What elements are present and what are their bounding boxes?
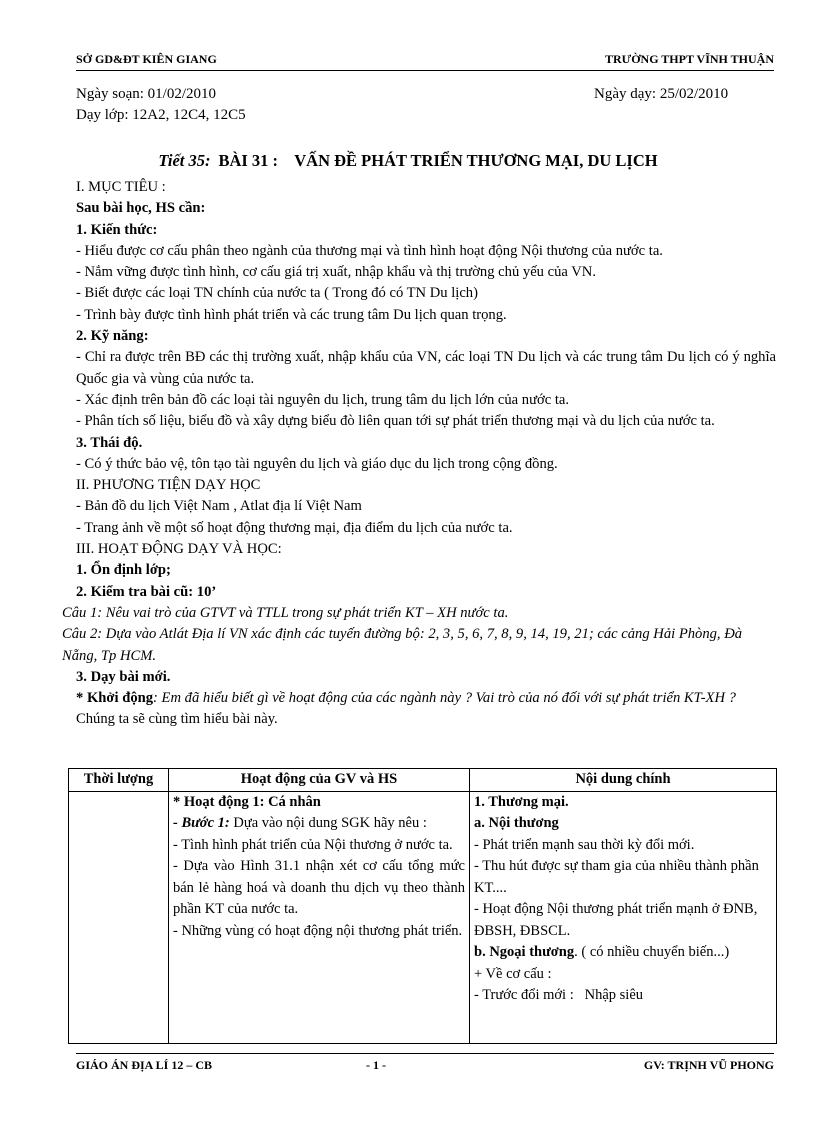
warmup-label: * Khởi động <box>76 690 154 707</box>
subheading: 2. Kiểm tra bài cũ: 10’ <box>76 583 217 600</box>
lesson-table <box>68 768 777 1044</box>
step-label: - Bước 1: <box>173 815 230 831</box>
content-item: - Thu hút được sự tham gia của nhiều thành phần KT.... <box>474 858 759 896</box>
content-item: - Trước đổi mới : Nhập siêu <box>474 987 644 1003</box>
table-header: Hoạt động của GV và HS <box>169 769 470 792</box>
table-row <box>69 791 777 1043</box>
list-item: - Hiểu được cơ cấu phân theo ngành của thương mại và tình hình hoạt động Nội thương của nước ta. <box>76 242 663 259</box>
header-school: TRƯỜNG THPT VĨNH THUẬN <box>604 52 774 66</box>
warmup-question: : Em đã hiểu biết gì về hoạt động của các ngành này ? Vai trò của nó đối với sự phát triển KT-XH ? <box>153 690 736 707</box>
question-1: Câu 1: Nêu vai trò của GTVT và TTLL trong sự phát triển KT – XH nước ta. <box>62 604 509 621</box>
warmup-rest: Chúng ta sẽ cùng tìm hiểu bài này. <box>76 711 278 728</box>
activity-item: - Tình hình phát triển của Nội thương ở nước ta. <box>173 836 453 853</box>
warmup-paragraph <box>76 688 776 731</box>
content-item: - Phát triển mạnh sau thời kỳ đổi mới. <box>474 836 695 853</box>
table-header: Nội dung chính <box>470 769 777 792</box>
table-header: Thời lượng <box>69 769 169 792</box>
subheading: 1. Ổn định lớp; <box>76 562 171 579</box>
content-subheading: b. Ngoại thương <box>474 944 575 960</box>
list-item: - Biết được các loại TN chính của nước ta ( Trong đó có TN Du lịch) <box>76 285 478 302</box>
lesson-body <box>62 177 776 731</box>
activity-step <box>173 813 465 835</box>
activity-item: - Dựa vào Hình 31.1 nhận xét cơ cấu tổng mức bán lẻ hàng hoá và doanh thu dịch vụ theo thành phần KT của nước ta. <box>173 858 465 917</box>
subheading: 3. Thái độ. <box>76 434 143 451</box>
lesson-number: Tiết 35: <box>158 151 211 170</box>
list-item: - Phân tích số liệu, biểu đồ và xây dựng biểu đò liên quan tới sự phát triển thương mại và du lịch của nước ta. <box>76 413 715 430</box>
page-footer <box>76 1053 774 1072</box>
header-department: SỞ GD&ĐT KIÊN GIANG <box>76 52 217 66</box>
content-item: + Về cơ cấu : <box>474 965 552 982</box>
content-subheading-row <box>474 942 772 964</box>
page-number: - 1 - <box>366 1058 386 1072</box>
ngay-day: Ngày dạy: 25/02/2010 <box>594 86 729 102</box>
table-cell-duration <box>69 791 169 1043</box>
list-item: - Có ý thức bảo vệ, tôn tạo tài nguyên du lịch và giáo dục du lịch trong cộng đồng. <box>76 455 558 472</box>
list-item: - Bản đồ du lịch Việt Nam , Atlat địa lí Việt Nam <box>76 498 362 515</box>
section-heading: III. HOẠT ĐỘNG DẠY VÀ HỌC: <box>76 541 282 558</box>
table-cell-content <box>470 791 777 1043</box>
list-item: - Trình bày được tình hình phát triển và các trung tâm Du lịch quan trọng. <box>76 306 507 323</box>
step-text: Dựa vào nội dung SGK hãy nêu : <box>229 815 427 831</box>
day-lop: Dạy lớp: 12A2, 12C4, 12C5 <box>76 107 246 123</box>
content-item: - Hoạt động Nội thương phát triển mạnh ở ĐNB, ĐBSH, ĐBSCL. <box>474 901 758 939</box>
list-item: - Xác định trên bản đồ các loại tài nguyên du lịch, trung tâm du lịch lớn của nước ta. <box>76 391 570 408</box>
ngay-soan: Ngày soạn: 01/02/2010 <box>76 86 216 102</box>
section-heading: I. MỤC TIÊU : <box>76 179 166 195</box>
subheading: 3. Dạy bài mới. <box>76 668 171 685</box>
list-item: - Chỉ ra được trên BĐ các thị trường xuất, nhập khẩu của VN, các loại TN Du lịch và các trung tâm Du lịch có ý nghĩa Quốc gia và vùng của nước ta. <box>76 349 776 387</box>
subheading: 2. Kỹ năng: <box>76 328 149 345</box>
content-subheading: a. Nội thương <box>474 815 559 831</box>
subheading: Sau bài học, HS cần: <box>76 200 206 217</box>
question-2: Câu 2: Dựa vào Atlát Địa lí VN xác định các tuyến đường bộ: 2, 3, 5, 6, 7, 8, 9, 14, 19, 21; các cảng Hải Phòng, Đà Nẵng, Tp HCM. <box>62 626 743 664</box>
lesson-name: BÀI 31 : VẤN ĐỀ PHÁT TRIỂN THƯƠNG MẠI, DU LỊCH <box>218 151 658 170</box>
footer-teacher: GV: TRỊNH VŨ PHONG <box>643 1058 774 1072</box>
page-header <box>76 52 774 71</box>
section-heading: II. PHƯƠNG TIỆN DẠY HỌC <box>76 477 261 494</box>
list-item: - Trang ảnh về một số hoạt động thương mại, địa điểm du lịch của nước ta. <box>76 519 513 536</box>
table-cell-activity <box>169 791 470 1043</box>
activity-heading: * Hoạt động 1: Cá nhân <box>173 793 321 810</box>
table-header-row <box>69 769 777 792</box>
lesson-title <box>0 151 816 171</box>
content-subheading-note: . ( có nhiều chuyển biến...) <box>574 944 730 960</box>
content-heading: 1. Thương mại. <box>474 793 569 810</box>
list-item: - Nắm vững được tình hình, cơ cấu giá trị xuất, nhập khẩu và thị trường chủ yếu của VN. <box>76 264 596 281</box>
subheading: 1. Kiến thức: <box>76 221 158 238</box>
footer-course: GIÁO ÁN ĐỊA LÍ 12 – CB <box>76 1058 213 1072</box>
activity-item: - Những vùng có hoạt động nội thương phát triển. <box>173 922 463 939</box>
